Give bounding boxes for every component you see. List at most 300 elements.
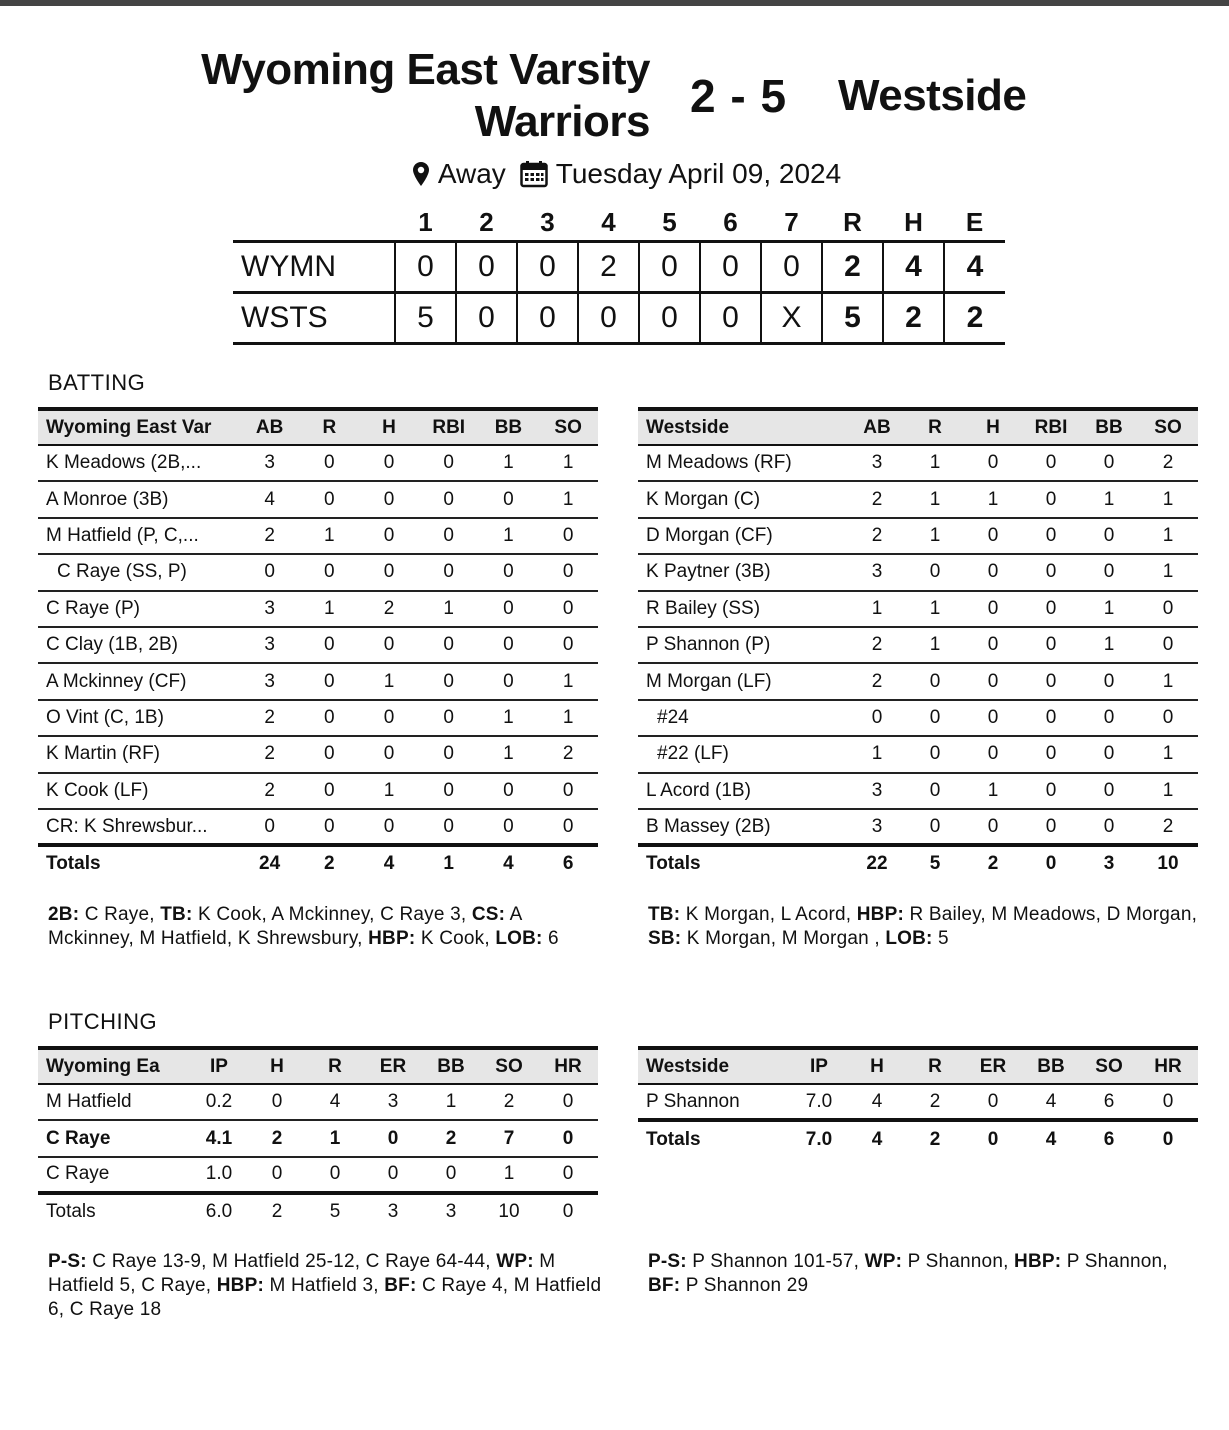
inning-header: 6 (723, 206, 738, 237)
table-row (638, 554, 1198, 590)
totals-cell: 0 (562, 1201, 574, 1223)
stat-cell: 0 (419, 518, 479, 554)
note-value: K Cook, A Mckinney, C Raye 3, (192, 904, 472, 925)
stat-cell: 0 (419, 481, 479, 517)
stat-cell: 0 (419, 700, 479, 736)
stat-column-header: H (848, 1048, 906, 1084)
stat-column-header: AB (240, 409, 300, 445)
note-value: K Cook, (415, 928, 496, 949)
inning-score: 0 (700, 292, 761, 343)
away-pitching-notes (648, 1250, 1168, 1298)
home-batting-table (38, 407, 598, 882)
stat-cell: 2 (240, 736, 300, 772)
errors-total: 2 (944, 292, 1005, 343)
stat-cell: 1 (906, 481, 964, 517)
player-name: M Meadows (RF) (638, 445, 848, 481)
stat-column-header: SO (480, 1048, 538, 1084)
note-value: 5 (932, 928, 949, 949)
table-header-row (638, 409, 1198, 445)
inning-score: X (761, 292, 822, 343)
stat-cell: 0 (538, 627, 598, 663)
table-header-row (638, 1048, 1198, 1084)
stat-cell: 0 (538, 554, 598, 590)
table-row (38, 518, 598, 554)
inning-score: 0 (761, 241, 822, 292)
stat-column-header: BB (1080, 409, 1138, 445)
stat-cell: 1 (538, 445, 598, 481)
player-name: C Raye (SS, P) (38, 554, 240, 590)
stat-cell: 3 (364, 1084, 422, 1120)
stat-cell: 0 (359, 809, 419, 845)
note-value: P Shannon, (902, 1251, 1015, 1272)
stat-cell: 0 (906, 809, 964, 845)
note-key: TB: (160, 904, 193, 925)
table-row (638, 481, 1198, 517)
table-row (638, 518, 1198, 554)
team-column-header: Wyoming East Var (38, 409, 240, 445)
stat-column-header: SO (1138, 409, 1198, 445)
stat-cell: 1 (359, 773, 419, 809)
stat-cell: 3 (848, 445, 906, 481)
team-abbrev: WSTS (233, 292, 395, 343)
player-name: K Meadows (2B,... (38, 445, 240, 481)
stat-cell: 2 (240, 773, 300, 809)
home-team-name: Wyoming East Varsity Warriors (201, 45, 650, 146)
stat-cell: 0 (1022, 518, 1080, 554)
player-name: A Mckinney (CF) (38, 663, 240, 699)
player-name: #22 (LF) (638, 736, 848, 772)
note-key: LOB: (495, 928, 543, 949)
stat-cell: 0 (359, 445, 419, 481)
location-pin-icon (412, 161, 430, 187)
player-name: M Hatfield (P, C,... (38, 518, 240, 554)
stat-cell: 0 (1022, 773, 1080, 809)
stat-cell: 0 (1080, 554, 1138, 590)
inning-header: 5 (662, 206, 677, 237)
stat-cell: 0 (1022, 481, 1080, 517)
table-header-row (38, 1048, 598, 1084)
note-key: CS: (471, 904, 506, 925)
stat-column-header: R (906, 1048, 964, 1084)
stat-cell: 0 (419, 663, 479, 699)
stat-cell: 2 (538, 736, 598, 772)
table-row (638, 663, 1198, 699)
inning-header: 4 (601, 206, 616, 237)
stat-cell: 2 (848, 627, 906, 663)
totals-row (638, 845, 1198, 881)
stat-column-header: BB (1022, 1048, 1080, 1084)
table-row (38, 554, 598, 590)
stat-cell: 0 (538, 1157, 598, 1193)
stat-cell: 1 (1080, 627, 1138, 663)
note-value: C Raye, (79, 904, 161, 925)
stat-cell: 7 (480, 1120, 538, 1156)
location-info (412, 156, 506, 192)
away-batting-notes (648, 903, 1208, 951)
stat-cell: 0 (1022, 554, 1080, 590)
player-name: D Morgan (CF) (638, 518, 848, 554)
player-name: C Raye (P) (38, 591, 240, 627)
stat-cell: 0 (538, 1084, 598, 1120)
table-row (638, 736, 1198, 772)
player-name: K Martin (RF) (38, 736, 240, 772)
stat-cell: 0 (964, 445, 1022, 481)
table-row (38, 591, 598, 627)
stat-column-header: IP (190, 1048, 248, 1084)
stat-cell: 0 (906, 736, 964, 772)
stat-cell: 0 (1138, 627, 1198, 663)
stat-cell: 4 (240, 481, 300, 517)
stat-cell: 1 (419, 591, 479, 627)
stat-cell: 1 (538, 663, 598, 699)
table-row (638, 700, 1198, 736)
table-row (38, 663, 598, 699)
player-name: M Hatfield (38, 1084, 190, 1120)
totals-cell: 4 (479, 845, 539, 881)
stat-cell: 0 (479, 554, 539, 590)
stat-cell: 0 (422, 1157, 480, 1193)
stat-cell: 0 (1022, 736, 1080, 772)
table-header-row (38, 409, 598, 445)
stat-cell: 0 (1022, 700, 1080, 736)
stat-cell: 0 (538, 518, 598, 554)
stat-cell: 2 (848, 518, 906, 554)
stat-cell: 0 (359, 481, 419, 517)
stat-cell: 0 (240, 554, 300, 590)
stat-cell: 2 (240, 700, 300, 736)
note-key: HBP: (368, 928, 416, 949)
stat-cell: 1 (299, 518, 359, 554)
away-team-name: Westside (838, 71, 1027, 120)
player-name: M Morgan (LF) (638, 663, 848, 699)
stat-cell: 0 (419, 773, 479, 809)
totals-cell: 5 (329, 1201, 341, 1223)
stat-cell: 2 (480, 1084, 538, 1120)
player-name: K Paytner (3B) (638, 554, 848, 590)
stat-cell: 0 (299, 554, 359, 590)
stat-cell: 0 (299, 445, 359, 481)
note-value: M Hatfield 3, (264, 1275, 385, 1296)
stat-cell: 1 (1138, 663, 1198, 699)
stat-cell: 0 (964, 1084, 1022, 1120)
totals-cell: 10 (1138, 845, 1198, 881)
team-column-header: Wyoming Ea (38, 1048, 190, 1084)
stat-cell: 0 (964, 736, 1022, 772)
stat-column-header: BB (479, 409, 539, 445)
hits-total: 2 (883, 292, 944, 343)
table-row (38, 445, 598, 481)
note-value: C Raye 13-9, M Hatfield 25-12, C Raye 64-44, (86, 1251, 497, 1272)
totals-cell: 4 (1022, 1120, 1080, 1156)
note-key: HBP: (856, 904, 905, 925)
stat-column-header: ER (364, 1048, 422, 1084)
final-score: 2 - 5 (690, 70, 788, 122)
table-row (38, 736, 598, 772)
pitching-section-title: PITCHING (48, 1009, 158, 1034)
home-pitching-table (38, 1046, 598, 1230)
stat-cell: 0 (964, 627, 1022, 663)
stat-cell: 0 (964, 518, 1022, 554)
totals-cell: 2 (299, 845, 359, 881)
stat-cell: 0 (1080, 809, 1138, 845)
inning-score: 5 (395, 292, 456, 343)
team-column-header (233, 205, 395, 241)
table-row (638, 809, 1198, 845)
stat-cell: 1 (848, 591, 906, 627)
table-row (38, 773, 598, 809)
stat-cell: 0 (359, 700, 419, 736)
stat-cell: 2 (248, 1120, 306, 1156)
stat-cell: 3 (848, 554, 906, 590)
errors-header: E (965, 206, 984, 237)
stat-cell: 0 (1080, 773, 1138, 809)
stat-column-header: AB (848, 409, 906, 445)
totals-label: Totals (38, 845, 240, 881)
player-name: C Raye (38, 1120, 190, 1156)
stat-cell: 0 (479, 663, 539, 699)
stat-column-header: ER (964, 1048, 1022, 1084)
totals-cell: 4 (848, 1120, 906, 1156)
totals-cell: 6.0 (205, 1201, 233, 1223)
stat-cell: 0 (479, 481, 539, 517)
stat-cell: 0 (479, 809, 539, 845)
totals-row (38, 845, 598, 881)
runs-total: 2 (822, 241, 883, 292)
totals-cell: 0 (1138, 1120, 1198, 1156)
inning-header: 1 (418, 206, 433, 237)
totals-cell: 0 (964, 1120, 1022, 1156)
note-key: WP: (864, 1251, 903, 1272)
stat-cell: 0 (306, 1157, 364, 1193)
stat-cell: 1 (1138, 481, 1198, 517)
stat-column-header: H (248, 1048, 306, 1084)
hits-total: 4 (883, 241, 944, 292)
game-meta (0, 156, 1229, 192)
stat-cell: 0 (299, 663, 359, 699)
team-abbrev: WYMN (233, 241, 395, 292)
batting-section-title: BATTING (48, 370, 146, 395)
stat-cell: 0 (906, 700, 964, 736)
table-row (38, 1084, 598, 1120)
stat-cell: 7.0 (790, 1084, 848, 1120)
note-value: C Raye 4, M Hatfield 6, C Raye 18 (48, 1275, 602, 1320)
stat-cell: 0 (1022, 809, 1080, 845)
stat-cell: 3 (240, 663, 300, 699)
note-value: K Morgan, L Acord, (680, 904, 857, 925)
totals-cell: 22 (848, 845, 906, 881)
player-name: K Morgan (C) (638, 481, 848, 517)
inning-score: 0 (700, 241, 761, 292)
stat-column-header: HR (1138, 1048, 1198, 1084)
note-value: P Shannon, (1061, 1251, 1168, 1272)
table-row (38, 700, 598, 736)
stat-cell: 0 (964, 809, 1022, 845)
stat-cell: 0 (419, 445, 479, 481)
stat-cell: 0 (299, 809, 359, 845)
stat-cell: 0 (1080, 663, 1138, 699)
stat-cell: 0 (479, 591, 539, 627)
stat-cell: 0 (359, 518, 419, 554)
inning-score: 0 (578, 292, 639, 343)
inning-score: 0 (456, 241, 517, 292)
inning-score: 0 (517, 241, 578, 292)
stat-cell: 0 (964, 554, 1022, 590)
note-value: A Mckinney, M Hatfield, K Shrewsbury, (48, 904, 522, 949)
stat-cell: 2 (422, 1120, 480, 1156)
stat-cell: 0 (419, 627, 479, 663)
stat-column-header: RBI (419, 409, 479, 445)
table-row (638, 627, 1198, 663)
stat-cell: 2 (1138, 809, 1198, 845)
inning-score: 2 (578, 241, 639, 292)
player-name: L Acord (1B) (638, 773, 848, 809)
player-name: C Raye (38, 1157, 190, 1193)
date-info (520, 156, 841, 192)
player-name: CR: K Shrewsbur... (38, 809, 240, 845)
stat-cell: 0 (359, 736, 419, 772)
line-score-row (233, 241, 1005, 292)
note-key: 2B: (48, 904, 80, 925)
stat-cell: 1 (480, 1157, 538, 1193)
totals-cell: 6 (538, 845, 598, 881)
inning-score: 0 (639, 241, 700, 292)
stat-cell: 0 (848, 700, 906, 736)
stat-cell: 2 (848, 663, 906, 699)
hits-header: H (904, 206, 923, 237)
stat-column-header: H (964, 409, 1022, 445)
location-text: Away (437, 158, 506, 189)
stat-cell: 2 (240, 518, 300, 554)
stat-cell: 0 (538, 809, 598, 845)
stat-cell: 3 (848, 773, 906, 809)
stat-cell: 0 (538, 591, 598, 627)
stat-cell: 0 (359, 554, 419, 590)
stat-column-header: H (359, 409, 419, 445)
stat-column-header: BB (422, 1048, 480, 1084)
line-score-row (233, 292, 1005, 343)
runs-total: 5 (822, 292, 883, 343)
stat-cell: 1 (1138, 773, 1198, 809)
note-value: P Shannon 101-57, (686, 1251, 865, 1272)
note-key: SB: (648, 928, 682, 949)
team-column-header: Westside (638, 1048, 790, 1084)
stat-cell: 0 (1080, 445, 1138, 481)
stat-column-header: SO (1080, 1048, 1138, 1084)
stat-cell: 1 (422, 1084, 480, 1120)
stat-cell: 1 (299, 591, 359, 627)
note-key: HBP: (1014, 1251, 1062, 1272)
stat-cell: 1 (1080, 591, 1138, 627)
stat-column-header: RBI (1022, 409, 1080, 445)
note-value: P Shannon 29 (680, 1275, 809, 1296)
totals-cell: 2 (271, 1201, 283, 1223)
stat-cell: 3 (240, 591, 300, 627)
totals-label: Totals (46, 1201, 96, 1223)
stat-cell: 1 (1138, 518, 1198, 554)
totals-cell: 2 (964, 845, 1022, 881)
stat-cell: 1 (906, 518, 964, 554)
totals-cell: 24 (240, 845, 300, 881)
stat-cell: 1 (479, 518, 539, 554)
note-key: BF: (384, 1275, 417, 1296)
stat-cell: 1 (306, 1120, 364, 1156)
totals-cell: 2 (906, 1120, 964, 1156)
stat-cell: 3 (240, 445, 300, 481)
away-pitching-table (638, 1046, 1198, 1157)
totals-cell: 5 (906, 845, 964, 881)
stat-cell: 0 (359, 627, 419, 663)
note-key: WP: (496, 1251, 534, 1272)
stat-column-header: R (299, 409, 359, 445)
stat-cell: 2 (848, 481, 906, 517)
stat-cell: 1.0 (190, 1157, 248, 1193)
totals-cell: 1 (419, 845, 479, 881)
note-value: M Hatfield 5, C Raye, (48, 1251, 556, 1296)
totals-cell: 3 (445, 1201, 457, 1223)
line-score-table (233, 205, 1005, 345)
note-key: HBP: (216, 1275, 264, 1296)
note-value: R Bailey, M Meadows, D Morgan, (904, 904, 1198, 925)
stat-cell: 1 (964, 773, 1022, 809)
stat-cell: 1 (479, 445, 539, 481)
stat-cell: 0 (299, 627, 359, 663)
team-column-header: Westside (638, 409, 848, 445)
totals-row (38, 1193, 598, 1229)
stat-cell: 1 (538, 481, 598, 517)
stat-cell: 0 (299, 773, 359, 809)
stat-cell: 0 (1022, 627, 1080, 663)
player-name: R Bailey (SS) (638, 591, 848, 627)
inning-score: 0 (517, 292, 578, 343)
table-row (38, 627, 598, 663)
totals-cell: 6 (1080, 1120, 1138, 1156)
table-row (38, 809, 598, 845)
stat-cell: 0 (479, 773, 539, 809)
stat-column-header: HR (538, 1048, 598, 1084)
note-key: BF: (648, 1275, 681, 1296)
stat-cell: 0 (1080, 518, 1138, 554)
stat-cell: 4 (848, 1084, 906, 1120)
home-batting-notes (48, 903, 608, 951)
calendar-icon (520, 160, 548, 188)
stat-cell: 0 (906, 773, 964, 809)
stat-cell: 0 (479, 627, 539, 663)
stat-cell: 0 (906, 663, 964, 699)
stat-column-header: R (306, 1048, 364, 1084)
totals-cell: 3 (1080, 845, 1138, 881)
note-key: P-S: (648, 1251, 687, 1272)
totals-label: Totals (638, 845, 848, 881)
stat-cell: 0 (299, 700, 359, 736)
stat-cell: 1 (906, 445, 964, 481)
stat-cell: 1 (906, 591, 964, 627)
stat-cell: 0 (299, 481, 359, 517)
stat-cell: 0 (1138, 700, 1198, 736)
note-key: TB: (648, 904, 681, 925)
stat-column-header: IP (790, 1048, 848, 1084)
stat-cell: 0.2 (190, 1084, 248, 1120)
player-name: C Clay (1B, 2B) (38, 627, 240, 663)
stat-cell: 0 (240, 809, 300, 845)
table-row (638, 773, 1198, 809)
stat-cell: 0 (1022, 445, 1080, 481)
stat-cell: 6 (1080, 1084, 1138, 1120)
stat-cell: 0 (1138, 1084, 1198, 1120)
stat-cell: 1 (479, 700, 539, 736)
stat-cell: 0 (964, 663, 1022, 699)
stat-cell: 4 (306, 1084, 364, 1120)
totals-cell: 3 (387, 1201, 399, 1223)
